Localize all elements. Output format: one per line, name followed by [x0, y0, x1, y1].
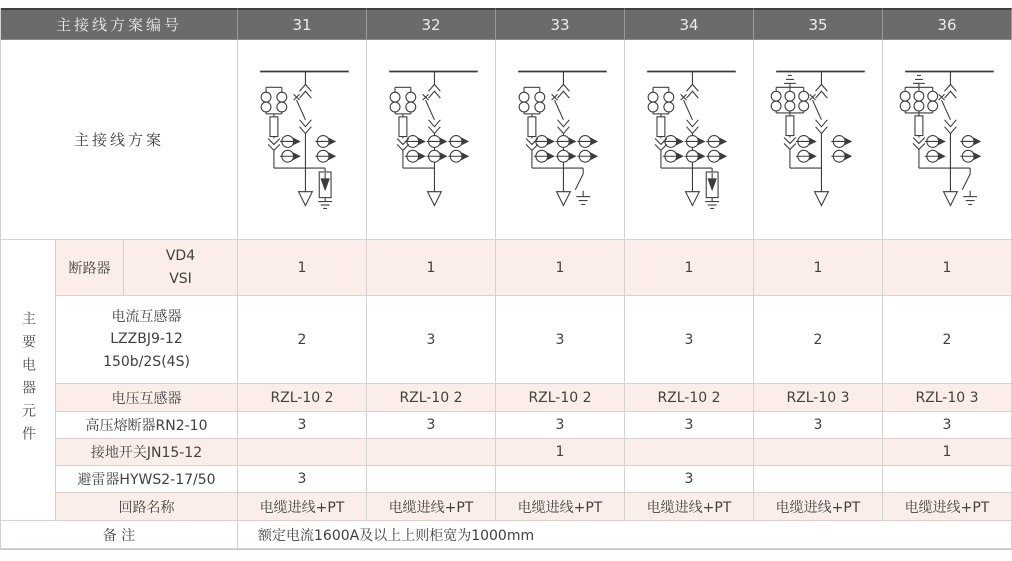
value-cell	[625, 439, 754, 466]
value-cell: 3	[625, 296, 754, 384]
label-line: VSI	[169, 270, 192, 287]
row-label-hv-fuse: 高压熔断器RN2-10	[56, 412, 238, 439]
value-cell: 2	[883, 296, 1012, 384]
single-line-circuit-diagram	[625, 42, 753, 237]
value-cell	[367, 466, 496, 493]
diagram-cell	[238, 40, 367, 240]
single-line-circuit-diagram	[496, 42, 624, 237]
value-cell: 1	[496, 240, 625, 296]
value-cell: RZL-10 2	[625, 384, 754, 412]
value-cell: 1	[883, 240, 1012, 296]
scheme-number-header: 34	[625, 8, 754, 40]
value-cell: 1	[367, 240, 496, 296]
single-line-circuit-diagram	[367, 42, 495, 237]
value-cell: 3	[367, 296, 496, 384]
row-label-surge-arrester: 避雷器HYWS2-17/50	[56, 466, 238, 493]
remark-label: 备 注	[1, 521, 238, 549]
value-cell: 1	[625, 240, 754, 296]
label-line: VD4	[165, 248, 196, 265]
value-cell	[496, 466, 625, 493]
value-cell: 电缆进线+PT	[496, 493, 625, 521]
scheme-number-header: 35	[754, 8, 883, 40]
diagram-cell	[367, 40, 496, 240]
value-cell: 电缆进线+PT	[754, 493, 883, 521]
value-cell: 3	[754, 412, 883, 439]
value-cell: 电缆进线+PT	[238, 493, 367, 521]
value-cell: 3	[496, 296, 625, 384]
side-label-main-components	[1, 240, 56, 521]
diagram-cell	[496, 40, 625, 240]
value-cell	[754, 439, 883, 466]
row-label-earthing-switch: 接地开关JN15-12	[56, 439, 238, 466]
row-label-voltage-transformer: 电压互感器	[56, 384, 238, 412]
row-sublabel-breaker-models	[124, 240, 238, 296]
value-cell: RZL-10 2	[496, 384, 625, 412]
row-label-circuit-name: 回路名称	[56, 493, 238, 521]
remark-text: 额定电流1600A及以上上则柜宽为1000mm	[238, 521, 1012, 549]
value-cell: 3	[496, 412, 625, 439]
value-cell	[238, 439, 367, 466]
value-cell: 电缆进线+PT	[883, 493, 1012, 521]
value-cell: 电缆进线+PT	[367, 493, 496, 521]
value-cell: 2	[238, 296, 367, 384]
value-cell: 1	[496, 439, 625, 466]
value-cell: 3	[625, 412, 754, 439]
scheme-number-header: 32	[367, 8, 496, 40]
value-cell: 3	[883, 412, 1012, 439]
value-cell: 1	[883, 439, 1012, 466]
value-cell: RZL-10 3	[883, 384, 1012, 412]
scheme-number-header: 31	[238, 8, 367, 40]
value-cell: RZL-10 2	[367, 384, 496, 412]
diagram-cell	[754, 40, 883, 240]
side-label-text: 主要电器元件	[20, 311, 36, 449]
value-cell: 电缆进线+PT	[625, 493, 754, 521]
diagram-cell	[625, 40, 754, 240]
value-cell: 3	[238, 412, 367, 439]
diagram-section-label: 主接线方案	[1, 40, 238, 240]
single-line-circuit-diagram	[754, 42, 882, 237]
label-line: LZZBJ9-12	[110, 331, 183, 348]
value-cell: 3	[367, 412, 496, 439]
value-cell: RZL-10 3	[754, 384, 883, 412]
value-cell: 2	[754, 296, 883, 384]
row-label-breaker: 断路器	[56, 240, 124, 296]
value-cell: 1	[238, 240, 367, 296]
main-wiring-scheme-table	[0, 8, 1012, 550]
diagram-cell	[883, 40, 1012, 240]
value-cell	[367, 439, 496, 466]
single-line-circuit-diagram	[883, 42, 1011, 237]
scheme-number-header: 36	[883, 8, 1012, 40]
value-cell: 3	[238, 466, 367, 493]
label-line: 150b/2S(4S)	[103, 353, 190, 370]
value-cell: 1	[754, 240, 883, 296]
value-cell	[754, 466, 883, 493]
header-label: 主接线方案编号	[1, 8, 238, 40]
scheme-number-header: 33	[496, 8, 625, 40]
value-cell: 3	[625, 466, 754, 493]
single-line-circuit-diagram	[238, 42, 366, 237]
value-cell: RZL-10 2	[238, 384, 367, 412]
label-line: 电流互感器	[111, 308, 182, 325]
value-cell	[883, 466, 1012, 493]
row-label-current-transformer	[56, 296, 238, 384]
